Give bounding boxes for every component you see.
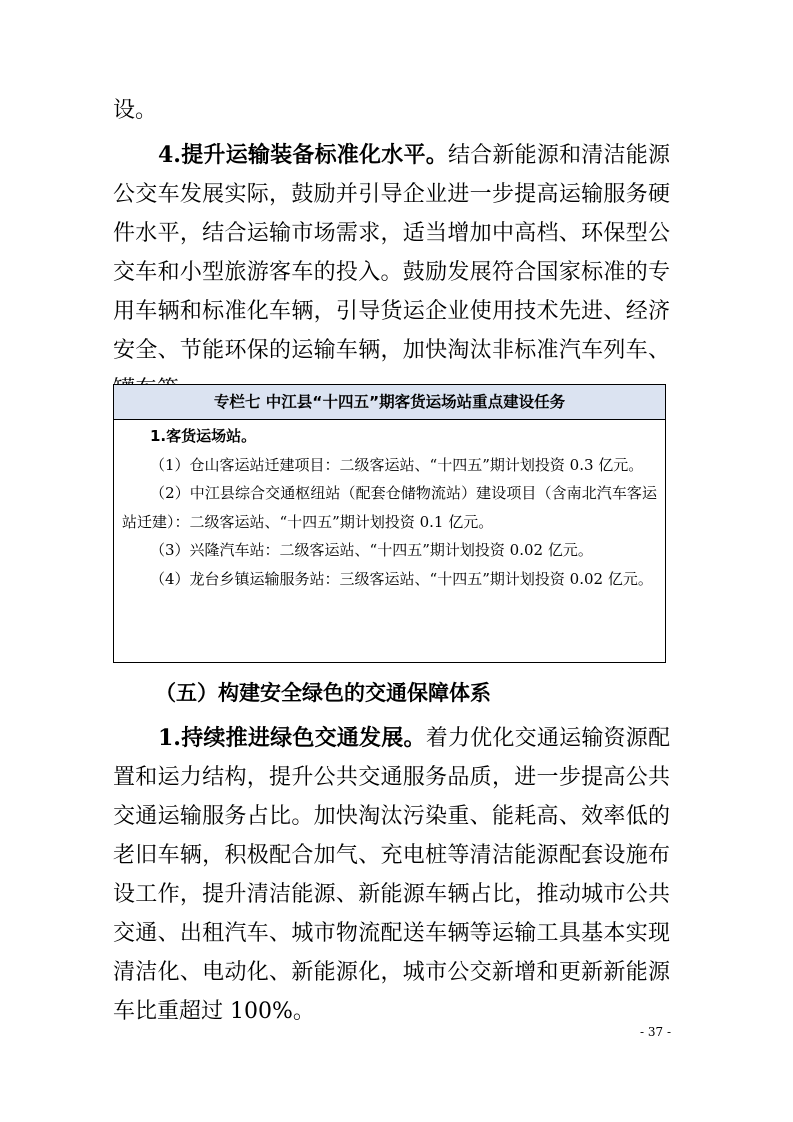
paragraph-lead: 4.提升运输装备标准化水平。: [158, 142, 448, 168]
paragraph-green-transport: [113, 719, 670, 1031]
special-column-item: （4）龙台乡镇运输服务站：三级客运站、“十四五”期计划投资 0.02 亿元。: [150, 569, 653, 588]
paragraph-transport-equipment: [113, 136, 670, 409]
special-column-title: 专栏七 中江县“十四五”期客货运场站重点建设任务: [114, 385, 665, 420]
special-column-body: [114, 420, 665, 593]
special-column-item: （2）中江县综合交通枢纽站（配套仓储物流站）建设项目（含南北汽车客运站迁建）：二级客运站、“十四五”期计划投资 0.1 亿元。: [122, 484, 657, 531]
paragraph-continuation: [113, 91, 670, 130]
page-number: - 37 -: [639, 1025, 671, 1039]
paragraph-text: 设。: [113, 98, 158, 123]
special-column-item: （1）仓山客运站迁建项目：二级客运站、“十四五”期计划投资 0.3 亿元。: [150, 455, 644, 474]
paragraph-body: 着力优化交通运输资源配置和运力结构，提升公共交通服务品质，进一步提高公共交通运输服务占比。加快淘汰污染重、能耗高、效率低的老旧车辆，积极配合加气、充电桩等清洁能源配套设施布设工作，提升清洁能源、新能源车辆占比，推动城市公共交通、出租汽车、城市物流配送车辆等运输工具基本实现清洁化、电动化、新能源化，城市公交新增和更新新能源车比重超过 100%。: [113, 726, 670, 1024]
section-heading: （五）构建安全绿色的交通保障体系: [155, 681, 491, 705]
paragraph-lead: 1.持续推进绿色交通发展。: [158, 725, 426, 751]
special-column-section: 1.客货运场站。: [150, 427, 257, 445]
special-column-item: （3）兴隆汽车站：二级客运站、“十四五”期计划投资 0.02 亿元。: [150, 541, 593, 559]
paragraph-body: 结合新能源和清洁能源公交车发展实际，鼓励并引导企业进一步提高运输服务硬件水平，结合运输市场需求，适当增加中高档、环保型公交车和小型旅游客车的投入。鼓励发展符合国家标准的专用车辆和标准化车辆，引导货运企业使用技术先进、经济安全、节能环保的运输车辆，加快淘汰非标准汽车列车、: [113, 143, 670, 363]
special-column-box: [113, 384, 666, 663]
